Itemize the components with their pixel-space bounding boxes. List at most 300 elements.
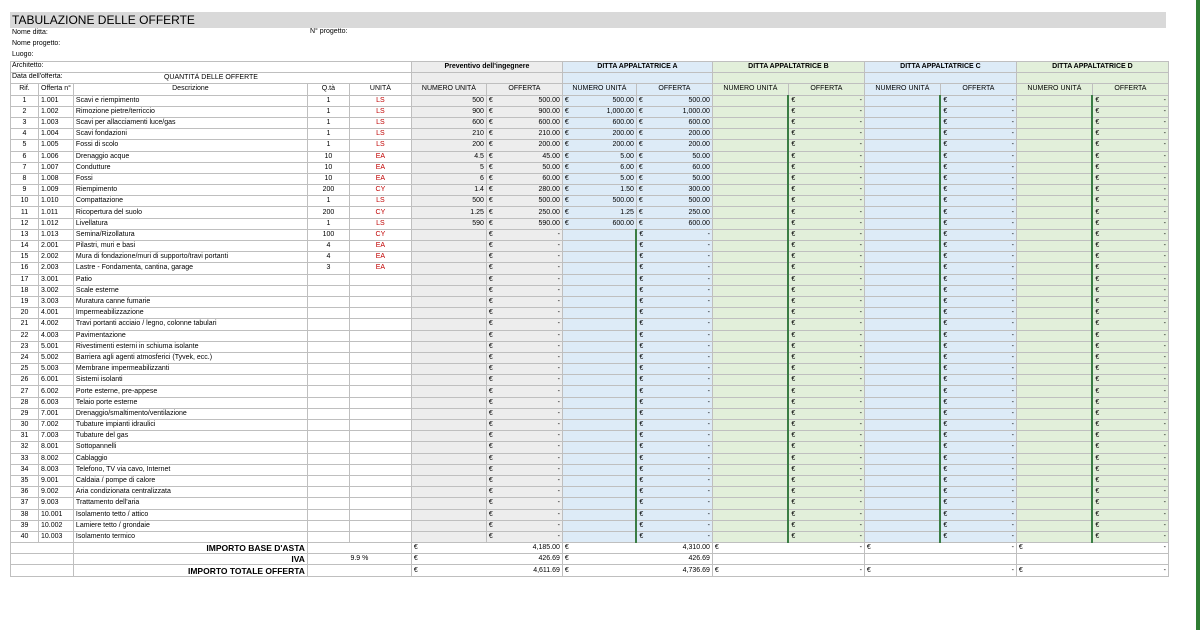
numero-unita-cell[interactable] (864, 352, 940, 363)
offerta-cell[interactable]: € - (788, 431, 864, 442)
numero-unita-cell[interactable] (712, 386, 788, 397)
offerta-cell[interactable]: € - (940, 375, 1016, 386)
offerta-cell[interactable]: € - (940, 531, 1016, 542)
numero-unita-header[interactable]: NUMERO UNITÀ (864, 84, 940, 95)
numero-unita-cell[interactable] (712, 464, 788, 475)
offerta-cell[interactable]: € - (788, 229, 864, 240)
numero-unita-cell[interactable] (1016, 185, 1092, 196)
numero-unita-cell[interactable] (712, 375, 788, 386)
eng-offerta[interactable]: € - (486, 364, 562, 375)
a-offerta[interactable]: € - (636, 420, 712, 431)
offerta-n-cell[interactable]: 4.002 (39, 319, 74, 330)
offerta-cell[interactable]: € - (940, 95, 1016, 106)
qta-cell[interactable]: 1 (307, 95, 349, 106)
offerta-cell[interactable]: € - (940, 296, 1016, 307)
numero-unita-cell[interactable] (1016, 308, 1092, 319)
unita-cell[interactable]: EA (349, 241, 411, 252)
group-header[interactable]: DITTA APPALTATRICE A (562, 62, 712, 73)
descrizione-cell[interactable]: Barriera agli agenti atmosferici (Tyvek, ecc.) (73, 352, 307, 363)
blank[interactable] (11, 554, 74, 565)
a-offerta[interactable]: € - (636, 386, 712, 397)
numero-unita-cell[interactable] (864, 386, 940, 397)
offerta-cell[interactable]: € - (788, 274, 864, 285)
rif-cell[interactable]: 14 (11, 241, 39, 252)
rif-cell[interactable]: 10 (11, 196, 39, 207)
qta-cell[interactable] (307, 453, 349, 464)
numero-unita-cell[interactable] (1016, 464, 1092, 475)
eng-offerta[interactable]: € 200.00 (486, 140, 562, 151)
header-blank[interactable] (11, 62, 412, 73)
a-offerta[interactable]: € - (636, 252, 712, 263)
a-numero-unita[interactable] (562, 520, 636, 531)
unita-cell[interactable] (349, 386, 411, 397)
numero-unita-cell[interactable] (864, 420, 940, 431)
eng-numero-unita[interactable] (411, 408, 486, 419)
rif-cell[interactable]: 38 (11, 509, 39, 520)
offerta-cell[interactable]: € - (788, 375, 864, 386)
offerta-cell[interactable]: € - (1092, 464, 1168, 475)
offerta-cell[interactable]: € - (788, 140, 864, 151)
numero-unita-cell[interactable] (1016, 498, 1092, 509)
eng-offerta[interactable]: € 250.00 (486, 207, 562, 218)
numero-unita-cell[interactable] (1016, 140, 1092, 151)
a-numero-unita[interactable] (562, 420, 636, 431)
numero-unita-cell[interactable] (864, 453, 940, 464)
iva-rate[interactable] (307, 543, 411, 554)
numero-unita-cell[interactable] (1016, 442, 1092, 453)
qta-cell[interactable] (307, 475, 349, 486)
unita-cell[interactable]: LS (349, 106, 411, 117)
offerta-cell[interactable]: € - (1092, 364, 1168, 375)
eng-numero-unita[interactable]: 4.5 (411, 151, 486, 162)
offerta-cell[interactable]: € - (940, 509, 1016, 520)
eng-offerta[interactable]: € - (486, 241, 562, 252)
numero-unita-cell[interactable] (712, 453, 788, 464)
numero-unita-cell[interactable] (1016, 117, 1092, 128)
eng-numero-unita[interactable] (411, 475, 486, 486)
eng-numero-unita[interactable] (411, 274, 486, 285)
offerta-cell[interactable]: € - (1092, 341, 1168, 352)
eng-numero-unita[interactable] (411, 520, 486, 531)
rif-cell[interactable]: 18 (11, 285, 39, 296)
a-offerta[interactable]: € - (636, 475, 712, 486)
rif-cell[interactable]: 21 (11, 319, 39, 330)
eng-offerta[interactable]: € - (486, 420, 562, 431)
offerta-cell[interactable]: € - (788, 207, 864, 218)
unita-header[interactable]: UNITÀ (349, 84, 411, 95)
numero-unita-cell[interactable] (1016, 341, 1092, 352)
offerta-cell[interactable]: € - (940, 431, 1016, 442)
eng-offerta[interactable]: € 45.00 (486, 151, 562, 162)
descrizione-cell[interactable]: Tubature impianti idraulici (73, 420, 307, 431)
qta-cell[interactable] (307, 531, 349, 542)
qta-cell[interactable] (307, 296, 349, 307)
eng-offerta[interactable]: € - (486, 475, 562, 486)
offerta-cell[interactable]: € - (940, 364, 1016, 375)
qta-cell[interactable] (307, 285, 349, 296)
offerta-cell[interactable]: € - (940, 218, 1016, 229)
a-numero-unita[interactable]: € 500.00 (562, 95, 636, 106)
numero-unita-cell[interactable] (712, 308, 788, 319)
numero-unita-cell[interactable] (864, 296, 940, 307)
numero-unita-cell[interactable] (1016, 319, 1092, 330)
offerta-cell[interactable]: € - (788, 296, 864, 307)
offerta-cell[interactable]: € - (940, 442, 1016, 453)
offerta-cell[interactable]: € - (940, 498, 1016, 509)
offerta-n-cell[interactable]: 1.010 (39, 196, 74, 207)
eng-numero-unita[interactable] (411, 252, 486, 263)
a-numero-unita[interactable] (562, 397, 636, 408)
numero-unita-cell[interactable] (712, 129, 788, 140)
numero-unita-header[interactable]: NUMERO UNITÀ (562, 84, 636, 95)
rif-cell[interactable]: 20 (11, 308, 39, 319)
numero-unita-cell[interactable] (712, 296, 788, 307)
offerta-cell[interactable]: € - (788, 408, 864, 419)
offerta-cell[interactable]: € - (1092, 453, 1168, 464)
offerta-cell[interactable]: € - (940, 319, 1016, 330)
numero-unita-cell[interactable] (712, 531, 788, 542)
unita-cell[interactable] (349, 274, 411, 285)
numero-unita-cell[interactable] (712, 341, 788, 352)
a-offerta[interactable]: € 50.00 (636, 151, 712, 162)
offerta-cell[interactable]: € - (1092, 218, 1168, 229)
unita-cell[interactable] (349, 531, 411, 542)
numero-unita-cell[interactable] (864, 106, 940, 117)
a-numero-unita[interactable] (562, 263, 636, 274)
numero-unita-cell[interactable] (864, 341, 940, 352)
descrizione-cell[interactable]: Aria condizionata centralizzata (73, 487, 307, 498)
unita-cell[interactable] (349, 464, 411, 475)
rif-cell[interactable]: 25 (11, 364, 39, 375)
offerta-cell[interactable]: € - (1092, 196, 1168, 207)
offerta-cell[interactable]: € - (1092, 487, 1168, 498)
offerta-n-header[interactable]: Offerta n° (39, 84, 74, 95)
a-offerta[interactable]: € - (636, 285, 712, 296)
qta-cell[interactable] (307, 498, 349, 509)
qta-cell[interactable]: 4 (307, 252, 349, 263)
offerta-header[interactable]: OFFERTA (486, 84, 562, 95)
a-numero-unita[interactable] (562, 229, 636, 240)
a-offerta[interactable]: € 200.00 (636, 140, 712, 151)
a-offerta[interactable]: € 200.00 (636, 129, 712, 140)
offerta-cell[interactable]: € - (788, 185, 864, 196)
unita-cell[interactable] (349, 520, 411, 531)
numero-unita-cell[interactable] (712, 520, 788, 531)
eng-offerta[interactable]: € 600.00 (486, 117, 562, 128)
a-numero-unita[interactable] (562, 352, 636, 363)
group-header[interactable]: DITTA APPALTATRICE C (864, 62, 1016, 73)
offerta-cell[interactable]: € - (940, 162, 1016, 173)
offerta-cell[interactable]: € - (1092, 229, 1168, 240)
offerta-n-cell[interactable]: 9.002 (39, 487, 74, 498)
a-offerta[interactable]: € - (636, 375, 712, 386)
base-label[interactable]: IMPORTO BASE D'ASTA (73, 543, 307, 554)
numero-unita-cell[interactable] (712, 274, 788, 285)
a-offerta[interactable]: € - (636, 364, 712, 375)
a-offerta[interactable]: € - (636, 531, 712, 542)
a-offerta[interactable]: € 500.00 (636, 95, 712, 106)
offerta-cell[interactable]: € - (788, 263, 864, 274)
eng-offerta[interactable]: € 590.00 (486, 218, 562, 229)
descrizione-cell[interactable]: Ricopertura del suolo (73, 207, 307, 218)
iva-rate[interactable] (307, 554, 411, 565)
offerta-cell[interactable]: € - (1092, 420, 1168, 431)
descrizione-cell[interactable]: Telaio porte esterne (73, 397, 307, 408)
offerta-header[interactable]: OFFERTA (1092, 84, 1168, 95)
rif-cell[interactable]: 9 (11, 185, 39, 196)
descrizione-cell[interactable]: Isolamento termico (73, 531, 307, 542)
numero-unita-cell[interactable] (864, 487, 940, 498)
numero-unita-cell[interactable] (1016, 129, 1092, 140)
eng-offerta[interactable]: € - (486, 319, 562, 330)
numero-unita-cell[interactable] (1016, 162, 1092, 173)
unita-cell[interactable] (349, 375, 411, 386)
rif-cell[interactable]: 40 (11, 531, 39, 542)
other-total[interactable] (712, 554, 864, 565)
eng-offerta[interactable]: € 280.00 (486, 185, 562, 196)
offerta-cell[interactable]: € - (940, 173, 1016, 184)
a-offerta[interactable]: € - (636, 397, 712, 408)
qta-cell[interactable] (307, 487, 349, 498)
offerta-cell[interactable]: € - (1092, 106, 1168, 117)
eng-numero-unita[interactable]: 210 (411, 129, 486, 140)
qta-cell[interactable]: 1 (307, 196, 349, 207)
rif-cell[interactable]: 8 (11, 173, 39, 184)
rif-cell[interactable]: 7 (11, 162, 39, 173)
a-numero-unita[interactable] (562, 319, 636, 330)
numero-unita-cell[interactable] (712, 95, 788, 106)
a-offerta[interactable]: € - (636, 274, 712, 285)
a-numero-unita[interactable] (562, 375, 636, 386)
unita-cell[interactable]: EA (349, 162, 411, 173)
numero-unita-cell[interactable] (1016, 397, 1092, 408)
rif-cell[interactable]: 6 (11, 151, 39, 162)
unita-cell[interactable] (349, 308, 411, 319)
a-numero-unita[interactable] (562, 341, 636, 352)
offerta-cell[interactable]: € - (788, 308, 864, 319)
eng-offerta[interactable]: € - (486, 464, 562, 475)
unita-cell[interactable] (349, 330, 411, 341)
offerta-cell[interactable]: € - (788, 330, 864, 341)
offerta-cell[interactable]: € - (788, 520, 864, 531)
descrizione-cell[interactable]: Fossi (73, 173, 307, 184)
numero-unita-cell[interactable] (1016, 106, 1092, 117)
numero-unita-cell[interactable] (712, 241, 788, 252)
group-subheader[interactable] (1016, 73, 1168, 84)
offerta-n-cell[interactable]: 5.003 (39, 364, 74, 375)
descrizione-cell[interactable]: Scavi e riempimento (73, 95, 307, 106)
qta-cell[interactable] (307, 308, 349, 319)
eng-numero-unita[interactable] (411, 442, 486, 453)
numero-unita-cell[interactable] (864, 431, 940, 442)
a-numero-unita[interactable] (562, 308, 636, 319)
numero-unita-cell[interactable] (1016, 330, 1092, 341)
offerta-cell[interactable]: € - (1092, 274, 1168, 285)
a-offerta[interactable]: € - (636, 229, 712, 240)
totale-label[interactable]: IMPORTO TOTALE OFFERTA (73, 565, 307, 576)
numero-unita-cell[interactable] (1016, 520, 1092, 531)
offerta-header[interactable]: OFFERTA (788, 84, 864, 95)
a-numero-unita[interactable]: € 200.00 (562, 140, 636, 151)
numero-unita-cell[interactable] (1016, 487, 1092, 498)
qta-cell[interactable] (307, 330, 349, 341)
numero-unita-cell[interactable] (864, 364, 940, 375)
offerta-cell[interactable]: € - (788, 117, 864, 128)
rif-cell[interactable]: 27 (11, 386, 39, 397)
rif-cell[interactable]: 22 (11, 330, 39, 341)
numero-unita-cell[interactable] (864, 308, 940, 319)
descrizione-cell[interactable]: Lastre - Fondamenta, cantina, garage (73, 263, 307, 274)
offerta-cell[interactable]: € - (940, 196, 1016, 207)
offerta-cell[interactable]: € - (788, 475, 864, 486)
a-offerta[interactable]: € - (636, 263, 712, 274)
eng-numero-unita[interactable] (411, 431, 486, 442)
qta-cell[interactable] (307, 442, 349, 453)
offerta-n-cell[interactable]: 10.002 (39, 520, 74, 531)
blank[interactable] (11, 543, 74, 554)
descrizione-cell[interactable]: Lamiere tetto / grondaie (73, 520, 307, 531)
numero-unita-cell[interactable] (864, 218, 940, 229)
a-total[interactable]: € 4,736.69 (562, 565, 712, 576)
numero-unita-cell[interactable] (864, 397, 940, 408)
numero-unita-cell[interactable] (712, 151, 788, 162)
offerta-cell[interactable]: € - (1092, 330, 1168, 341)
qta-cell[interactable]: 100 (307, 229, 349, 240)
eng-numero-unita[interactable] (411, 319, 486, 330)
eng-offerta[interactable]: € 500.00 (486, 95, 562, 106)
offerta-n-cell[interactable]: 1.009 (39, 185, 74, 196)
offerta-n-cell[interactable]: 2.001 (39, 241, 74, 252)
eng-offerta[interactable]: € - (486, 252, 562, 263)
eng-offerta[interactable]: € - (486, 308, 562, 319)
numero-unita-cell[interactable] (712, 431, 788, 442)
numero-unita-cell[interactable] (1016, 218, 1092, 229)
offerta-cell[interactable]: € - (1092, 185, 1168, 196)
qta-cell[interactable]: 10 (307, 151, 349, 162)
eng-offerta[interactable]: € - (486, 487, 562, 498)
quantita-offerte-header[interactable]: QUANTITÀ DELLE OFFERTE (11, 73, 412, 84)
eng-numero-unita[interactable]: 1.4 (411, 185, 486, 196)
a-offerta[interactable]: € - (636, 453, 712, 464)
numero-unita-cell[interactable] (864, 274, 940, 285)
offerta-n-cell[interactable]: 10.001 (39, 509, 74, 520)
numero-unita-cell[interactable] (712, 442, 788, 453)
offerta-cell[interactable]: € - (788, 129, 864, 140)
rif-cell[interactable]: 3 (11, 117, 39, 128)
numero-unita-cell[interactable] (1016, 196, 1092, 207)
unita-cell[interactable]: CY (349, 207, 411, 218)
descrizione-cell[interactable]: Rimozione pietre/terriccio (73, 106, 307, 117)
descrizione-cell[interactable]: Drenaggio acque (73, 151, 307, 162)
descrizione-cell[interactable]: Patio (73, 274, 307, 285)
offerta-n-cell[interactable]: 7.003 (39, 431, 74, 442)
offerta-n-cell[interactable]: 1.006 (39, 151, 74, 162)
offerta-cell[interactable]: € - (1092, 207, 1168, 218)
offerta-n-cell[interactable]: 2.002 (39, 252, 74, 263)
rif-cell[interactable]: 15 (11, 252, 39, 263)
a-numero-unita[interactable] (562, 364, 636, 375)
eng-numero-unita[interactable] (411, 296, 486, 307)
a-offerta[interactable]: € - (636, 498, 712, 509)
eng-offerta[interactable]: € - (486, 442, 562, 453)
a-offerta[interactable]: € 300.00 (636, 185, 712, 196)
qta-cell[interactable]: 1 (307, 140, 349, 151)
numero-unita-cell[interactable] (712, 106, 788, 117)
offerta-n-cell[interactable]: 9.001 (39, 475, 74, 486)
numero-unita-cell[interactable] (712, 173, 788, 184)
numero-unita-cell[interactable] (712, 162, 788, 173)
descrizione-cell[interactable]: Caldaia / pompe di calore (73, 475, 307, 486)
a-numero-unita[interactable] (562, 274, 636, 285)
offerta-cell[interactable]: € - (940, 274, 1016, 285)
eng-numero-unita[interactable] (411, 308, 486, 319)
other-total[interactable]: € - (712, 565, 864, 576)
qta-cell[interactable] (307, 464, 349, 475)
offerta-n-cell[interactable]: 7.002 (39, 420, 74, 431)
offerta-n-cell[interactable]: 1.012 (39, 218, 74, 229)
offerta-cell[interactable]: € - (788, 196, 864, 207)
numero-unita-cell[interactable] (864, 95, 940, 106)
offerta-n-cell[interactable]: 3.001 (39, 274, 74, 285)
a-offerta[interactable]: € 50.00 (636, 173, 712, 184)
a-offerta[interactable]: € 600.00 (636, 218, 712, 229)
offerta-cell[interactable]: € - (788, 364, 864, 375)
a-offerta[interactable]: € - (636, 296, 712, 307)
numero-unita-cell[interactable] (712, 509, 788, 520)
qta-cell[interactable] (307, 397, 349, 408)
offerta-cell[interactable]: € - (1092, 386, 1168, 397)
rif-cell[interactable]: 19 (11, 296, 39, 307)
numero-unita-header[interactable]: NUMERO UNITÀ (411, 84, 486, 95)
offerta-n-cell[interactable]: 1.011 (39, 207, 74, 218)
a-numero-unita[interactable] (562, 453, 636, 464)
offerta-cell[interactable]: € - (1092, 375, 1168, 386)
numero-unita-cell[interactable] (1016, 229, 1092, 240)
eng-numero-unita[interactable]: 600 (411, 117, 486, 128)
numero-unita-cell[interactable] (1016, 151, 1092, 162)
other-total[interactable]: € - (864, 565, 1016, 576)
eng-offerta[interactable]: € - (486, 229, 562, 240)
unita-cell[interactable] (349, 352, 411, 363)
numero-unita-cell[interactable] (1016, 386, 1092, 397)
numero-unita-cell[interactable] (712, 252, 788, 263)
offerta-n-cell[interactable]: 1.004 (39, 129, 74, 140)
numero-unita-cell[interactable] (864, 140, 940, 151)
qta-cell[interactable]: 10 (307, 162, 349, 173)
qta-cell[interactable] (307, 520, 349, 531)
numero-unita-cell[interactable] (712, 117, 788, 128)
rif-cell[interactable]: 36 (11, 487, 39, 498)
offerta-cell[interactable]: € - (940, 185, 1016, 196)
descrizione-cell[interactable]: Fossi di scolo (73, 140, 307, 151)
numero-unita-cell[interactable] (864, 531, 940, 542)
rif-cell[interactable]: 26 (11, 375, 39, 386)
rif-cell[interactable]: 16 (11, 263, 39, 274)
numero-unita-cell[interactable] (864, 285, 940, 296)
a-offerta[interactable]: € 500.00 (636, 196, 712, 207)
a-offerta[interactable]: € - (636, 431, 712, 442)
eng-offerta[interactable]: € - (486, 453, 562, 464)
numero-unita-cell[interactable] (712, 196, 788, 207)
unita-cell[interactable] (349, 319, 411, 330)
qta-cell[interactable] (307, 274, 349, 285)
offerta-cell[interactable]: € - (788, 95, 864, 106)
descrizione-cell[interactable]: Mura di fondazione/muri di supporto/travi portanti (73, 252, 307, 263)
unita-cell[interactable] (349, 453, 411, 464)
eng-offerta[interactable]: € - (486, 263, 562, 274)
offerta-n-cell[interactable]: 4.003 (39, 330, 74, 341)
offerta-cell[interactable]: € - (788, 420, 864, 431)
